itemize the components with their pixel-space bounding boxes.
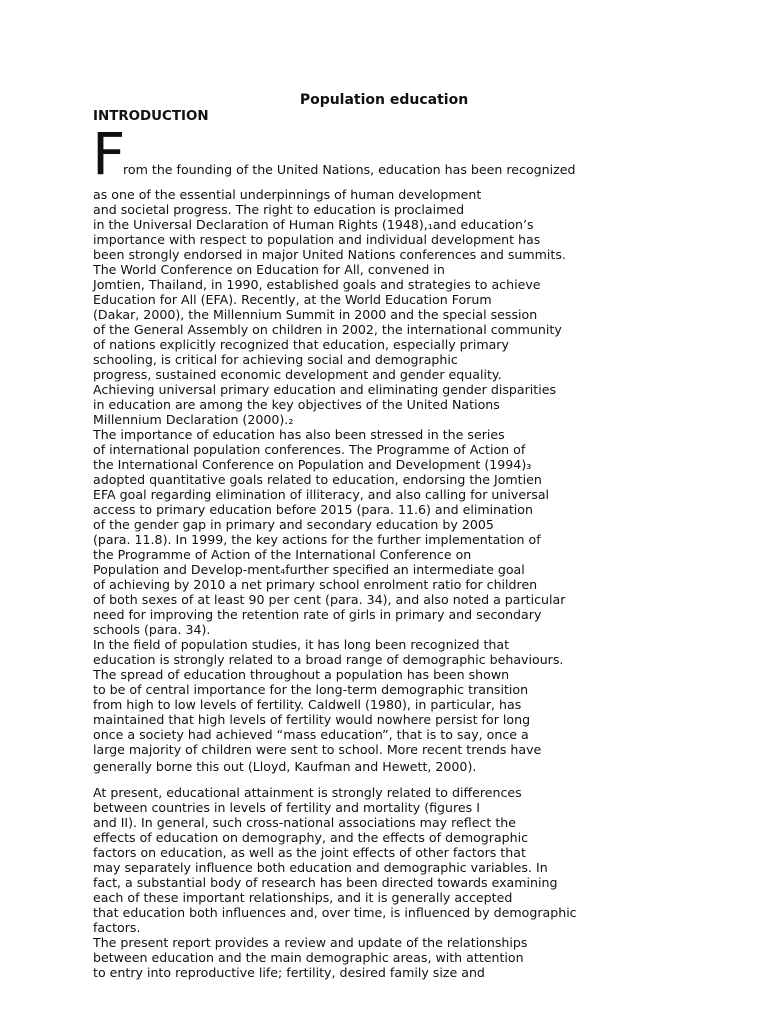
text-line: of achieving by 2010 a net primary school enrolment ratio for children (93, 577, 538, 592)
text-line: of the General Assembly on children in 2002, the international community (93, 322, 562, 337)
text-line: and II). In general, such cross-national associations may reflect the (93, 815, 516, 830)
text-line: factors. (93, 920, 141, 935)
text-line: between countries in levels of fertility and mortality (figures I (93, 800, 480, 815)
text-line: The World Conference on Education for All, convened in (93, 262, 445, 277)
text-line: The present report provides a review and update of the relationships (93, 935, 528, 950)
text-line: each of these important relationships, and it is generally accepted (93, 890, 513, 905)
text-line: schools (para. 34). (93, 622, 211, 637)
text-line: adopted quantitative goals related to education, endorsing the Jomtien (93, 472, 542, 487)
text-line: generally borne this out (Lloyd, Kaufman and Hewett, 2000). (93, 759, 477, 774)
text-line: as one of the essential underpinnings of human development (93, 187, 482, 202)
text-line: in education are among the key objectives of the United Nations (93, 397, 500, 412)
text-line: effects of education on demography, and the effects of demographic (93, 830, 529, 845)
text-line: (Dakar, 2000), the Millennium Summit in 2000 and the special session (93, 307, 538, 322)
text-line: schooling, is critical for achieving social and demographic (93, 352, 458, 367)
text-line: the Programme of Action of the International Conference on (93, 547, 472, 562)
text-line: of the gender gap in primary and secondary education by 2005 (93, 517, 494, 532)
text-line: the International Conference on Population and Development (1994)₃ (93, 457, 532, 472)
text-line: The spread of education throughout a population has been shown (93, 667, 510, 682)
document-title: Population education (299, 92, 469, 108)
text-line: once a society had achieved “mass education”, that is to say, once a (93, 727, 529, 742)
text-line: education is strongly related to a broad range of demographic behaviours. (93, 652, 564, 667)
text-line: maintained that high levels of fertility would nowhere persist for long (93, 712, 531, 727)
text-line: of international population conferences. The Programme of Action of (93, 442, 526, 457)
text-line: factors on education, as well as the joint effects of other factors that (93, 845, 526, 860)
text-line: Achieving universal primary education and eliminating gender disparities (93, 382, 557, 397)
text-line: Education for All (EFA). Recently, at the World Education Forum (93, 292, 492, 307)
text-line: fact, a substantial body of research has been directed towards examining (93, 875, 558, 890)
text-line: been strongly endorsed in major United Nations conferences and summits. (93, 247, 566, 262)
text-line: from high to low levels of fertility. Caldwell (1980), in particular, has (93, 697, 522, 712)
first-line: rom the founding of the United Nations, education has been recognized (123, 162, 576, 177)
text-line: of nations explicitly recognized that education, especially primary (93, 337, 509, 352)
text-line: EFA goal regarding elimination of illiteracy, and also calling for universal (93, 487, 550, 502)
text-line: (para. 11.8). In 1999, the key actions for the further implementation of (93, 532, 541, 547)
text-line: Jomtien, Thailand, in 1990, established goals and strategies to achieve (93, 277, 541, 292)
text-line: to be of central importance for the long-term demographic transition (93, 682, 529, 697)
text-line: importance with respect to population and individual development has (93, 232, 541, 247)
text-line: to entry into reproductive life; fertility, desired family size and (93, 965, 485, 980)
text-line: access to primary education before 2015 (para. 11.6) and elimination (93, 502, 533, 517)
text-line: may separately influence both education and demographic variables. In (93, 860, 548, 875)
body-text (93, 187, 693, 980)
text-line: of both sexes of at least 90 per cent (para. 34), and also noted a particular (93, 592, 566, 607)
text-line: need for improving the retention rate of girls in primary and secondary (93, 607, 542, 622)
text-line: large majority of children were sent to school. More recent trends have (93, 742, 542, 757)
text-line: In the field of population studies, it has long been recognized that (93, 637, 510, 652)
text-line: and societal progress. The right to education is proclaimed (93, 202, 465, 217)
text-line: progress, sustained economic development and gender equality. (93, 367, 502, 382)
text-line: At present, educational attainment is strongly related to differences (93, 785, 522, 800)
text-line: in the Universal Declaration of Human Rights (1948),₁and education’s (93, 217, 534, 232)
text-line: Millennium Declaration (2000).₂ (93, 412, 294, 427)
text-line: between education and the main demographic areas, with attention (93, 950, 524, 965)
section-heading: INTRODUCTION (93, 109, 209, 124)
text-line: that education both influences and, over time, is influenced by demographic (93, 905, 577, 920)
drop-cap: F (92, 120, 126, 188)
text-line: The importance of education has also been stressed in the series (93, 427, 505, 442)
text-line: Population and Develop-ment₄further specified an intermediate goal (93, 562, 525, 577)
